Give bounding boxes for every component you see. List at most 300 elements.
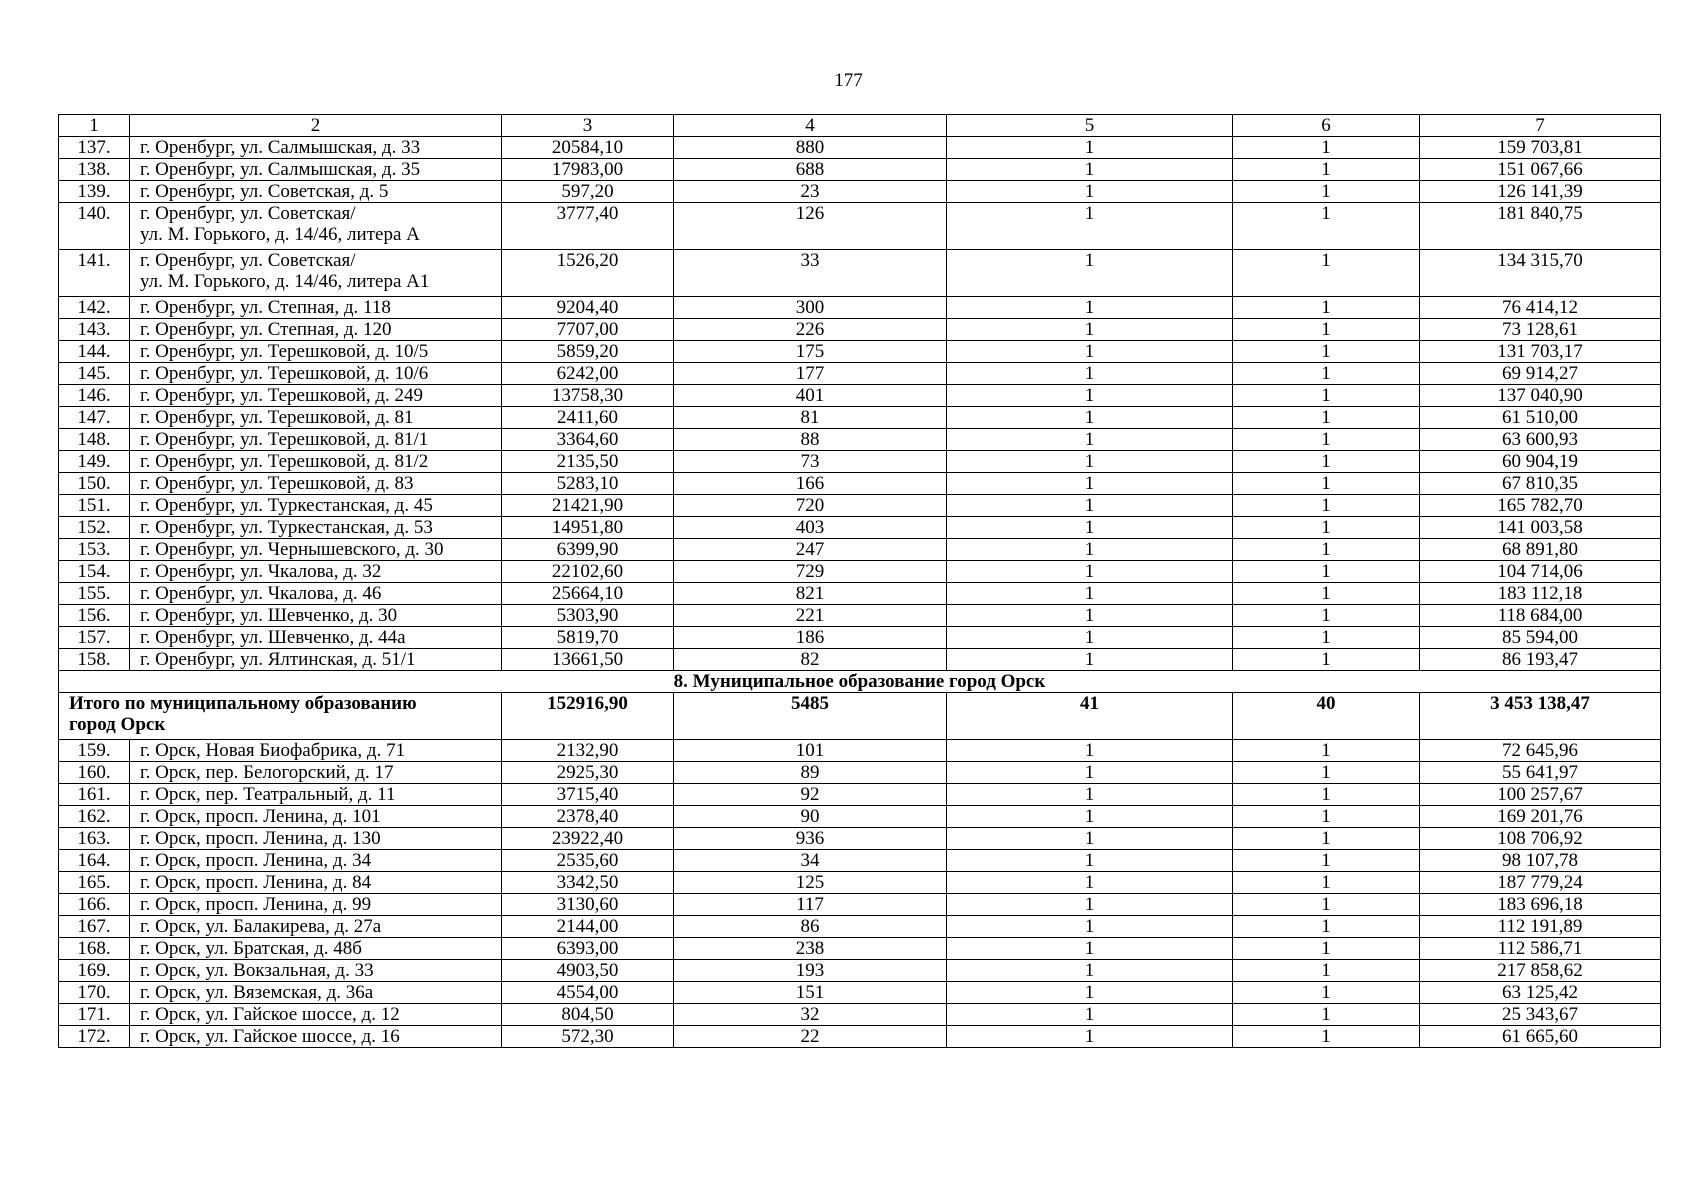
row-amount: 68 891,80 xyxy=(1420,539,1661,561)
section-title: 8. Муниципальное образование город Орск xyxy=(59,671,1661,693)
row-address: г. Орск, просп. Ленина, д. 84 xyxy=(130,872,502,894)
table-row xyxy=(59,181,1661,203)
row-area: 2411,60 xyxy=(502,407,674,429)
row-col5: 1 xyxy=(947,181,1233,203)
row-amount: 141 003,58 xyxy=(1420,517,1661,539)
row-number: 141. xyxy=(59,250,130,297)
row-number: 166. xyxy=(59,894,130,916)
row-address: г. Оренбург, ул. Терешковой, д. 81/1 xyxy=(130,429,502,451)
row-amount: 85 594,00 xyxy=(1420,627,1661,649)
table-row xyxy=(59,385,1661,407)
row-col6: 1 xyxy=(1233,605,1420,627)
table-row xyxy=(59,916,1661,938)
row-address: г. Орск, ул. Братская, д. 48б xyxy=(130,938,502,960)
row-col5: 1 xyxy=(947,583,1233,605)
row-amount: 165 782,70 xyxy=(1420,495,1661,517)
row-residents: 88 xyxy=(674,429,947,451)
table-row xyxy=(59,784,1661,806)
row-amount: 217 858,62 xyxy=(1420,960,1661,982)
row-col5: 1 xyxy=(947,341,1233,363)
row-col6: 1 xyxy=(1233,495,1420,517)
table-row xyxy=(59,762,1661,784)
row-col5: 1 xyxy=(947,806,1233,828)
row-amount: 112 191,89 xyxy=(1420,916,1661,938)
header-cell: 3 xyxy=(502,115,674,137)
table-row xyxy=(59,806,1661,828)
row-number: 165. xyxy=(59,872,130,894)
table-row xyxy=(59,938,1661,960)
row-amount: 67 810,35 xyxy=(1420,473,1661,495)
row-col6: 1 xyxy=(1233,203,1420,250)
total-label: Итого по муниципальному образованию город Орск xyxy=(59,693,502,740)
row-number: 147. xyxy=(59,407,130,429)
row-col6: 1 xyxy=(1233,473,1420,495)
row-address: г. Оренбург, ул. Салмышская, д. 35 xyxy=(130,159,502,181)
row-address: г. Орск, Новая Биофабрика, д. 71 xyxy=(130,740,502,762)
row-address: г. Оренбург, ул. Туркестанская, д. 53 xyxy=(130,517,502,539)
row-amount: 98 107,78 xyxy=(1420,850,1661,872)
row-number: 140. xyxy=(59,203,130,250)
row-area: 2925,30 xyxy=(502,762,674,784)
row-col5: 1 xyxy=(947,784,1233,806)
row-amount: 187 779,24 xyxy=(1420,872,1661,894)
row-residents: 226 xyxy=(674,319,947,341)
row-residents: 101 xyxy=(674,740,947,762)
row-area: 25664,10 xyxy=(502,583,674,605)
row-number: 155. xyxy=(59,583,130,605)
row-number: 150. xyxy=(59,473,130,495)
row-number: 159. xyxy=(59,740,130,762)
table-row xyxy=(59,203,1661,250)
row-col6: 1 xyxy=(1233,894,1420,916)
row-residents: 729 xyxy=(674,561,947,583)
row-area: 1526,20 xyxy=(502,250,674,297)
row-number: 156. xyxy=(59,605,130,627)
row-address: г. Оренбург, ул. Советская/ ул. М. Горького, д. 14/46, литера А1 xyxy=(130,250,502,297)
row-amount: 134 315,70 xyxy=(1420,250,1661,297)
row-col6: 1 xyxy=(1233,341,1420,363)
total-c6: 40 xyxy=(1233,693,1420,740)
row-number: 157. xyxy=(59,627,130,649)
table-row xyxy=(59,583,1661,605)
row-residents: 33 xyxy=(674,250,947,297)
row-col6: 1 xyxy=(1233,872,1420,894)
table-row xyxy=(59,473,1661,495)
row-amount: 108 706,92 xyxy=(1420,828,1661,850)
row-col5: 1 xyxy=(947,982,1233,1004)
row-col6: 1 xyxy=(1233,740,1420,762)
row-residents: 90 xyxy=(674,806,947,828)
row-area: 4554,00 xyxy=(502,982,674,1004)
table-body xyxy=(59,115,1661,1048)
row-number: 149. xyxy=(59,451,130,473)
table-row xyxy=(59,605,1661,627)
row-area: 17983,00 xyxy=(502,159,674,181)
row-col6: 1 xyxy=(1233,181,1420,203)
row-amount: 169 201,76 xyxy=(1420,806,1661,828)
row-amount: 159 703,81 xyxy=(1420,137,1661,159)
row-residents: 89 xyxy=(674,762,947,784)
row-area: 23922,40 xyxy=(502,828,674,850)
row-residents: 81 xyxy=(674,407,947,429)
row-col6: 1 xyxy=(1233,517,1420,539)
row-number: 171. xyxy=(59,1004,130,1026)
header-cell: 7 xyxy=(1420,115,1661,137)
row-number: 138. xyxy=(59,159,130,181)
row-address: г. Оренбург, ул. Терешковой, д. 81 xyxy=(130,407,502,429)
row-number: 160. xyxy=(59,762,130,784)
row-amount: 104 714,06 xyxy=(1420,561,1661,583)
table-row xyxy=(59,250,1661,297)
page-number: 177 xyxy=(834,70,863,91)
row-number: 158. xyxy=(59,649,130,671)
row-col6: 1 xyxy=(1233,762,1420,784)
row-residents: 32 xyxy=(674,1004,947,1026)
row-col5: 1 xyxy=(947,916,1233,938)
table-row xyxy=(59,828,1661,850)
row-address: г. Оренбург, ул. Советская/ ул. М. Горького, д. 14/46, литера А xyxy=(130,203,502,250)
row-col6: 1 xyxy=(1233,451,1420,473)
table-row xyxy=(59,159,1661,181)
row-number: 168. xyxy=(59,938,130,960)
row-residents: 403 xyxy=(674,517,947,539)
row-col6: 1 xyxy=(1233,539,1420,561)
row-amount: 72 645,96 xyxy=(1420,740,1661,762)
row-col6: 1 xyxy=(1233,649,1420,671)
row-col6: 1 xyxy=(1233,1004,1420,1026)
row-col5: 1 xyxy=(947,960,1233,982)
data-table xyxy=(58,114,1661,1048)
row-number: 172. xyxy=(59,1026,130,1048)
row-residents: 166 xyxy=(674,473,947,495)
row-area: 3364,60 xyxy=(502,429,674,451)
row-area: 5819,70 xyxy=(502,627,674,649)
row-address: г. Орск, ул. Вокзальная, д. 33 xyxy=(130,960,502,982)
row-residents: 936 xyxy=(674,828,947,850)
row-col5: 1 xyxy=(947,740,1233,762)
row-area: 2378,40 xyxy=(502,806,674,828)
row-number: 167. xyxy=(59,916,130,938)
total-c4: 5485 xyxy=(674,693,947,740)
row-col6: 1 xyxy=(1233,561,1420,583)
row-col6: 1 xyxy=(1233,938,1420,960)
row-col5: 1 xyxy=(947,363,1233,385)
row-residents: 401 xyxy=(674,385,947,407)
row-residents: 86 xyxy=(674,916,947,938)
row-col5: 1 xyxy=(947,605,1233,627)
row-area: 5303,90 xyxy=(502,605,674,627)
row-residents: 92 xyxy=(674,784,947,806)
table-row xyxy=(59,137,1661,159)
row-address: г. Оренбург, ул. Ялтинская, д. 51/1 xyxy=(130,649,502,671)
table-row xyxy=(59,1026,1661,1048)
row-residents: 177 xyxy=(674,363,947,385)
row-col5: 1 xyxy=(947,872,1233,894)
row-address: г. Оренбург, ул. Туркестанская, д. 45 xyxy=(130,495,502,517)
row-area: 2144,00 xyxy=(502,916,674,938)
table-row xyxy=(59,1004,1661,1026)
row-number: 148. xyxy=(59,429,130,451)
row-address: г. Оренбург, ул. Степная, д. 120 xyxy=(130,319,502,341)
row-address: г. Оренбург, ул. Шевченко, д. 44а xyxy=(130,627,502,649)
row-amount: 55 641,97 xyxy=(1420,762,1661,784)
row-col5: 1 xyxy=(947,250,1233,297)
row-number: 162. xyxy=(59,806,130,828)
row-col6: 1 xyxy=(1233,319,1420,341)
row-number: 139. xyxy=(59,181,130,203)
row-col5: 1 xyxy=(947,203,1233,250)
table-row xyxy=(59,451,1661,473)
row-amount: 100 257,67 xyxy=(1420,784,1661,806)
row-residents: 300 xyxy=(674,297,947,319)
section-row xyxy=(59,671,1661,693)
row-area: 2135,50 xyxy=(502,451,674,473)
row-col6: 1 xyxy=(1233,1026,1420,1048)
row-col5: 1 xyxy=(947,385,1233,407)
row-area: 13661,50 xyxy=(502,649,674,671)
row-col5: 1 xyxy=(947,495,1233,517)
table-row xyxy=(59,341,1661,363)
row-address: г. Орск, пер. Театральный, д. 11 xyxy=(130,784,502,806)
row-col5: 1 xyxy=(947,137,1233,159)
row-address: г. Оренбург, ул. Терешковой, д. 10/6 xyxy=(130,363,502,385)
row-col5: 1 xyxy=(947,938,1233,960)
row-col5: 1 xyxy=(947,894,1233,916)
table-row xyxy=(59,982,1661,1004)
table-row xyxy=(59,627,1661,649)
row-col6: 1 xyxy=(1233,806,1420,828)
row-col5: 1 xyxy=(947,561,1233,583)
row-residents: 117 xyxy=(674,894,947,916)
row-col6: 1 xyxy=(1233,297,1420,319)
row-area: 6393,00 xyxy=(502,938,674,960)
row-col5: 1 xyxy=(947,517,1233,539)
table-row xyxy=(59,561,1661,583)
row-col6: 1 xyxy=(1233,407,1420,429)
row-col6: 1 xyxy=(1233,627,1420,649)
total-c5: 41 xyxy=(947,693,1233,740)
total-c7: 3 453 138,47 xyxy=(1420,693,1661,740)
table-row xyxy=(59,407,1661,429)
row-residents: 125 xyxy=(674,872,947,894)
row-col6: 1 xyxy=(1233,850,1420,872)
row-col6: 1 xyxy=(1233,137,1420,159)
row-col5: 1 xyxy=(947,850,1233,872)
row-residents: 193 xyxy=(674,960,947,982)
row-residents: 880 xyxy=(674,137,947,159)
row-col6: 1 xyxy=(1233,583,1420,605)
row-address: г. Оренбург, ул. Терешковой, д. 249 xyxy=(130,385,502,407)
row-col6: 1 xyxy=(1233,429,1420,451)
table-row xyxy=(59,850,1661,872)
row-area: 5283,10 xyxy=(502,473,674,495)
row-col5: 1 xyxy=(947,627,1233,649)
row-number: 170. xyxy=(59,982,130,1004)
row-area: 22102,60 xyxy=(502,561,674,583)
row-number: 137. xyxy=(59,137,130,159)
row-col5: 1 xyxy=(947,649,1233,671)
row-amount: 183 696,18 xyxy=(1420,894,1661,916)
row-number: 146. xyxy=(59,385,130,407)
table-row xyxy=(59,872,1661,894)
row-area: 20584,10 xyxy=(502,137,674,159)
row-area: 13758,30 xyxy=(502,385,674,407)
row-amount: 69 914,27 xyxy=(1420,363,1661,385)
row-residents: 821 xyxy=(674,583,947,605)
row-col5: 1 xyxy=(947,539,1233,561)
header-cell: 4 xyxy=(674,115,947,137)
row-area: 6242,00 xyxy=(502,363,674,385)
table-row xyxy=(59,894,1661,916)
row-residents: 238 xyxy=(674,938,947,960)
row-address: г. Оренбург, ул. Советская, д. 5 xyxy=(130,181,502,203)
row-col6: 1 xyxy=(1233,960,1420,982)
row-number: 161. xyxy=(59,784,130,806)
row-residents: 82 xyxy=(674,649,947,671)
row-amount: 61 665,60 xyxy=(1420,1026,1661,1048)
row-col5: 1 xyxy=(947,473,1233,495)
header-cell: 6 xyxy=(1233,115,1420,137)
row-address: г. Оренбург, ул. Терешковой, д. 81/2 xyxy=(130,451,502,473)
row-address: г. Орск, ул. Вяземская, д. 36а xyxy=(130,982,502,1004)
row-col6: 1 xyxy=(1233,828,1420,850)
row-area: 9204,40 xyxy=(502,297,674,319)
row-address: г. Орск, просп. Ленина, д. 130 xyxy=(130,828,502,850)
row-col5: 1 xyxy=(947,407,1233,429)
row-col5: 1 xyxy=(947,1026,1233,1048)
row-address: г. Оренбург, ул. Терешковой, д. 10/5 xyxy=(130,341,502,363)
row-number: 145. xyxy=(59,363,130,385)
table-row xyxy=(59,319,1661,341)
total-c3: 152916,90 xyxy=(502,693,674,740)
row-address: г. Оренбург, ул. Терешковой, д. 83 xyxy=(130,473,502,495)
row-col6: 1 xyxy=(1233,385,1420,407)
row-residents: 126 xyxy=(674,203,947,250)
row-amount: 73 128,61 xyxy=(1420,319,1661,341)
row-col5: 1 xyxy=(947,451,1233,473)
row-area: 804,50 xyxy=(502,1004,674,1026)
row-number: 164. xyxy=(59,850,130,872)
row-amount: 63 600,93 xyxy=(1420,429,1661,451)
row-amount: 60 904,19 xyxy=(1420,451,1661,473)
header-cell: 1 xyxy=(59,115,130,137)
row-residents: 22 xyxy=(674,1026,947,1048)
row-residents: 186 xyxy=(674,627,947,649)
row-area: 21421,90 xyxy=(502,495,674,517)
row-area: 14951,80 xyxy=(502,517,674,539)
row-amount: 151 067,66 xyxy=(1420,159,1661,181)
total-row xyxy=(59,693,1661,740)
header-row xyxy=(59,115,1661,137)
row-col5: 1 xyxy=(947,762,1233,784)
table-row xyxy=(59,649,1661,671)
row-area: 3130,60 xyxy=(502,894,674,916)
row-col6: 1 xyxy=(1233,250,1420,297)
row-number: 151. xyxy=(59,495,130,517)
row-area: 5859,20 xyxy=(502,341,674,363)
row-number: 169. xyxy=(59,960,130,982)
row-col6: 1 xyxy=(1233,784,1420,806)
row-col6: 1 xyxy=(1233,363,1420,385)
row-number: 144. xyxy=(59,341,130,363)
row-amount: 76 414,12 xyxy=(1420,297,1661,319)
row-amount: 137 040,90 xyxy=(1420,385,1661,407)
row-amount: 126 141,39 xyxy=(1420,181,1661,203)
row-col5: 1 xyxy=(947,429,1233,451)
row-address: г. Орск, просп. Ленина, д. 99 xyxy=(130,894,502,916)
row-number: 153. xyxy=(59,539,130,561)
row-amount: 181 840,75 xyxy=(1420,203,1661,250)
row-area: 4903,50 xyxy=(502,960,674,982)
row-residents: 247 xyxy=(674,539,947,561)
row-address: г. Орск, пер. Белогорский, д. 17 xyxy=(130,762,502,784)
row-area: 3777,40 xyxy=(502,203,674,250)
table-row xyxy=(59,740,1661,762)
row-area: 597,20 xyxy=(502,181,674,203)
row-col6: 1 xyxy=(1233,159,1420,181)
row-address: г. Орск, ул. Балакирева, д. 27а xyxy=(130,916,502,938)
row-area: 2535,60 xyxy=(502,850,674,872)
row-col6: 1 xyxy=(1233,982,1420,1004)
row-residents: 221 xyxy=(674,605,947,627)
row-residents: 175 xyxy=(674,341,947,363)
row-col6: 1 xyxy=(1233,916,1420,938)
row-residents: 151 xyxy=(674,982,947,1004)
row-number: 152. xyxy=(59,517,130,539)
row-area: 2132,90 xyxy=(502,740,674,762)
row-col5: 1 xyxy=(947,159,1233,181)
row-residents: 73 xyxy=(674,451,947,473)
row-address: г. Оренбург, ул. Чкалова, д. 32 xyxy=(130,561,502,583)
table-row xyxy=(59,297,1661,319)
row-area: 3342,50 xyxy=(502,872,674,894)
row-residents: 688 xyxy=(674,159,947,181)
row-residents: 34 xyxy=(674,850,947,872)
row-amount: 112 586,71 xyxy=(1420,938,1661,960)
table-row xyxy=(59,539,1661,561)
header-cell: 5 xyxy=(947,115,1233,137)
table-row xyxy=(59,363,1661,385)
row-address: г. Оренбург, ул. Шевченко, д. 30 xyxy=(130,605,502,627)
row-col5: 1 xyxy=(947,1004,1233,1026)
row-amount: 61 510,00 xyxy=(1420,407,1661,429)
table-row xyxy=(59,429,1661,451)
row-residents: 720 xyxy=(674,495,947,517)
row-address: г. Орск, ул. Гайское шоссе, д. 16 xyxy=(130,1026,502,1048)
table-row xyxy=(59,517,1661,539)
row-amount: 131 703,17 xyxy=(1420,341,1661,363)
row-amount: 183 112,18 xyxy=(1420,583,1661,605)
row-amount: 118 684,00 xyxy=(1420,605,1661,627)
row-number: 143. xyxy=(59,319,130,341)
row-number: 163. xyxy=(59,828,130,850)
row-col5: 1 xyxy=(947,319,1233,341)
row-area: 7707,00 xyxy=(502,319,674,341)
header-cell: 2 xyxy=(130,115,502,137)
row-area: 3715,40 xyxy=(502,784,674,806)
row-area: 572,30 xyxy=(502,1026,674,1048)
table-row xyxy=(59,495,1661,517)
row-amount: 63 125,42 xyxy=(1420,982,1661,1004)
row-address: г. Орск, просп. Ленина, д. 101 xyxy=(130,806,502,828)
table-row xyxy=(59,960,1661,982)
row-address: г. Орск, ул. Гайское шоссе, д. 12 xyxy=(130,1004,502,1026)
row-residents: 23 xyxy=(674,181,947,203)
row-col5: 1 xyxy=(947,297,1233,319)
row-col5: 1 xyxy=(947,828,1233,850)
row-address: г. Оренбург, ул. Чернышевского, д. 30 xyxy=(130,539,502,561)
row-area: 6399,90 xyxy=(502,539,674,561)
